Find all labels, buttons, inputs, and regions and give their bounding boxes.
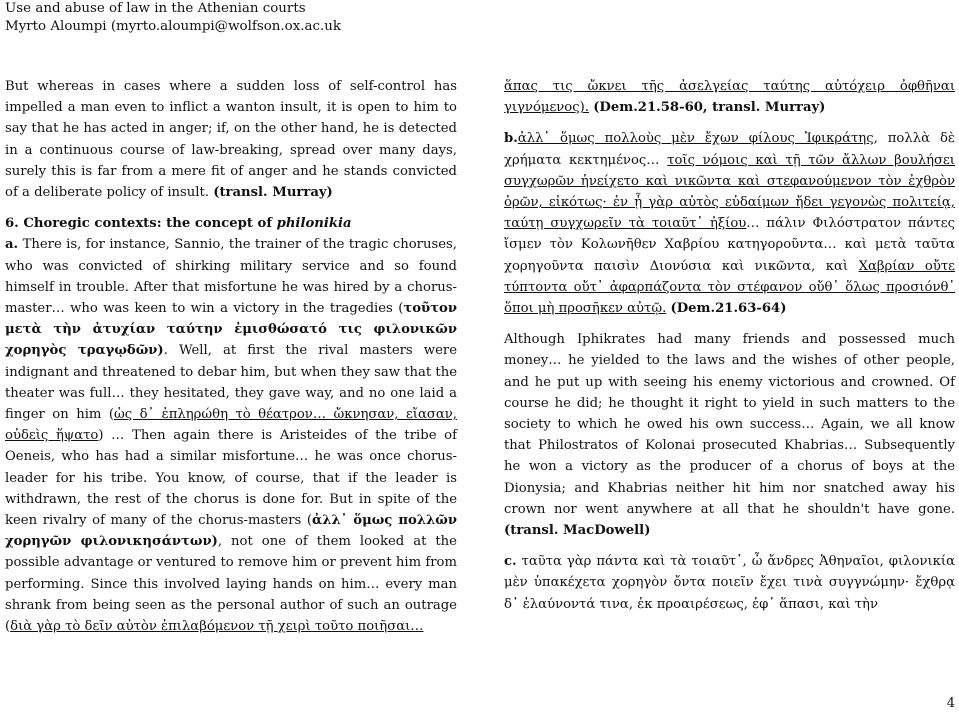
- page-number: 4: [946, 696, 955, 711]
- greek-quote: τοῦτον μετὰ τὴν ἀτυχίαν ταύτην ἐμισθώσατό τις φιλονικῶν χορηγὸς τραγῳδῶν): [5, 301, 457, 359]
- passage-c: c. ταῦτα γὰρ πάντα καὶ τὰ τοιαῦτ᾽, ὦ ἄνδρες Ἀθηναῖοι, φιλονικία μὲν ὑπακέχετα χορηγὸν ὄντα ποιεῖν ἔχει τινὰ συγγνώμην· ἔχθρᾳ δ᾽ ἐλαύνοντά τινα, ἐκ προαιρέσεως, ἐφ᾽ ἅπασι, καὶ τὴν: [504, 554, 955, 612]
- citation: (transl. Murray): [213, 185, 333, 201]
- quote-paragraph: But whereas in cases where a sudden loss of self-control has impelled a man even to inflict a wanton insult, it is open to him to say that he has acted in anger; if, on the other hand, he is detected in a continuous course of law-breaking, spread over many days, surely this is far from a mere fit of anger and he stands convicted of a deliberate policy of insult. (transl. Murray): [5, 79, 457, 201]
- author-line: Myrto Aloumpi (myrto.aloumpi@wolfson.ox.ac.uk: [5, 19, 341, 34]
- greek-quote: ὡς δ᾽ ἐπληρώθη τὸ θέατρον… ὤκνησαν, εἴασαν, οὐδεὶς ἥψατο: [5, 407, 457, 444]
- citation: (Dem.21.63-64): [670, 301, 787, 317]
- right-column: [504, 76, 955, 615]
- document-title: Use and abuse of law in the Athenian courts: [5, 1, 306, 16]
- page-header: [5, 0, 341, 36]
- translation-paragraph: Although Iphikrates had many friends and possessed much money… he yielded to the laws and the wishes of other people, and he put up with seeing his enemy victorious and crowned. Of course he did; he thought it right to yield in such matters to the society to which he owed his own success… Again, we all know that Philostratos of Kolonai prosecuted Khabrias… Subsequently he won a victory as the producer of a chorus of boys at the Dionysia; and Khabrias neither hit him nor snatched away his crown nor went anywhere at all that he shouldn't have gone. (transl. MacDowell): [504, 332, 955, 539]
- left-column: [5, 76, 457, 637]
- passage-a: a. There is, for instance, Sannio, the trainer of the tragic choruses, who was convicted of shirking military service and so found himself in trouble. After that misfortune he was hired by a chorus-master… who was keen to win a victory in the tragedies (τοῦτον μετὰ τὴν ἀτυχίαν ταύτην ἐμισθώσατό τις φιλονικῶν χορηγὸς τραγῳδῶν). Well, at first the rival masters were indignant and threatened to debar him, but when they saw that the theater was full… they hesitated, they gave way, and no one laid a finger on him (ὡς δ᾽ ἐπληρώθη τὸ θέατρον… ὤκνησαν, εἴασαν, οὐδεὶς ἥψατο) … Then again there is Aristeides of the tribe of Oeneis, who has had a similar misfortune… he was once chorus-leader for his tribe. You know, of course, that if the leader is withdrawn, the rest of the chorus is done for. But in spite of the keen rivalry of many of the chorus-masters (ἀλλ᾽ ὅμως πολλῶν χορηγῶν φιλονικησάντων), not one of them looked at the possible advantage or ventured to remove him or prevent him from performing. Since this involved laying hands on him… every man shrank from being seen as the personal author of such an outrage (διὰ γὰρ τὸ δεῖν αὐτὸν ἐπιλαβόμενον τῇ χειρὶ τοῦτο ποιῆσαι…: [5, 237, 458, 635]
- citation: (Dem.21.58-60, transl. Murray): [593, 100, 826, 116]
- greek-continuation: ἅπας τις ὤκνει τῆς ἀσελγείας ταύτης αὐτόχειρ ὀφθῆναι γιγνόμενος). (Dem.21.58-60, transl. Murray): [504, 79, 955, 116]
- section-heading: 6. Choregic contexts: the concept of philonikia: [5, 216, 352, 232]
- citation: (transl. MacDowell): [504, 523, 651, 539]
- passage-b: b.ἀλλ᾽ ὅμως πολλοὺς μὲν ἔχων φίλους Ἰφικράτης, πολλὰ δὲ χρήματα κεκτημένος… τοῖς νόμοις καὶ τῇ τῶν ἄλλων βουλήσει συγχωρῶν ἠνείχετο καὶ νικῶντα καὶ στεφανούμενον τὸν ἐχθρὸν ὁρῶν, εἰκότως· ἐν ᾗ γὰρ αὐτὸς εὐδαίμων ἤδει γεγονὼς πολιτείᾳ, ταύτῃ συγχωρεῖν τὰ τοιαῦτ᾽ ἠξίου… πάλιν Φιλόστρατον πάντες ἴσμεν τὸν Κολωνῆθεν Χαβρίου κατηγοροῦντα… καὶ μετὰ ταῦτα χορηγοῦντα παισὶν Διονύσια καὶ νικῶντα, καὶ Χαβρίαν οὔτε τύπτοντα οὔτ᾽ ἀφαρπάζοντα τὸν στέφανον οὔθ᾽ ὅλως προσιόνθ᾽ ὅποι μὴ προσῆκεν αὐτῷ. (Dem.21.63-64): [504, 131, 955, 317]
- greek-quote: διὰ γὰρ τὸ δεῖν αὐτὸν ἐπιλαβόμενον τῇ χειρὶ τοῦτο ποιῆσαι…: [10, 619, 424, 635]
- greek-quote: ἀλλ᾽ ὅμως πολλῶν χορηγῶν φιλονικησάντων): [5, 513, 457, 550]
